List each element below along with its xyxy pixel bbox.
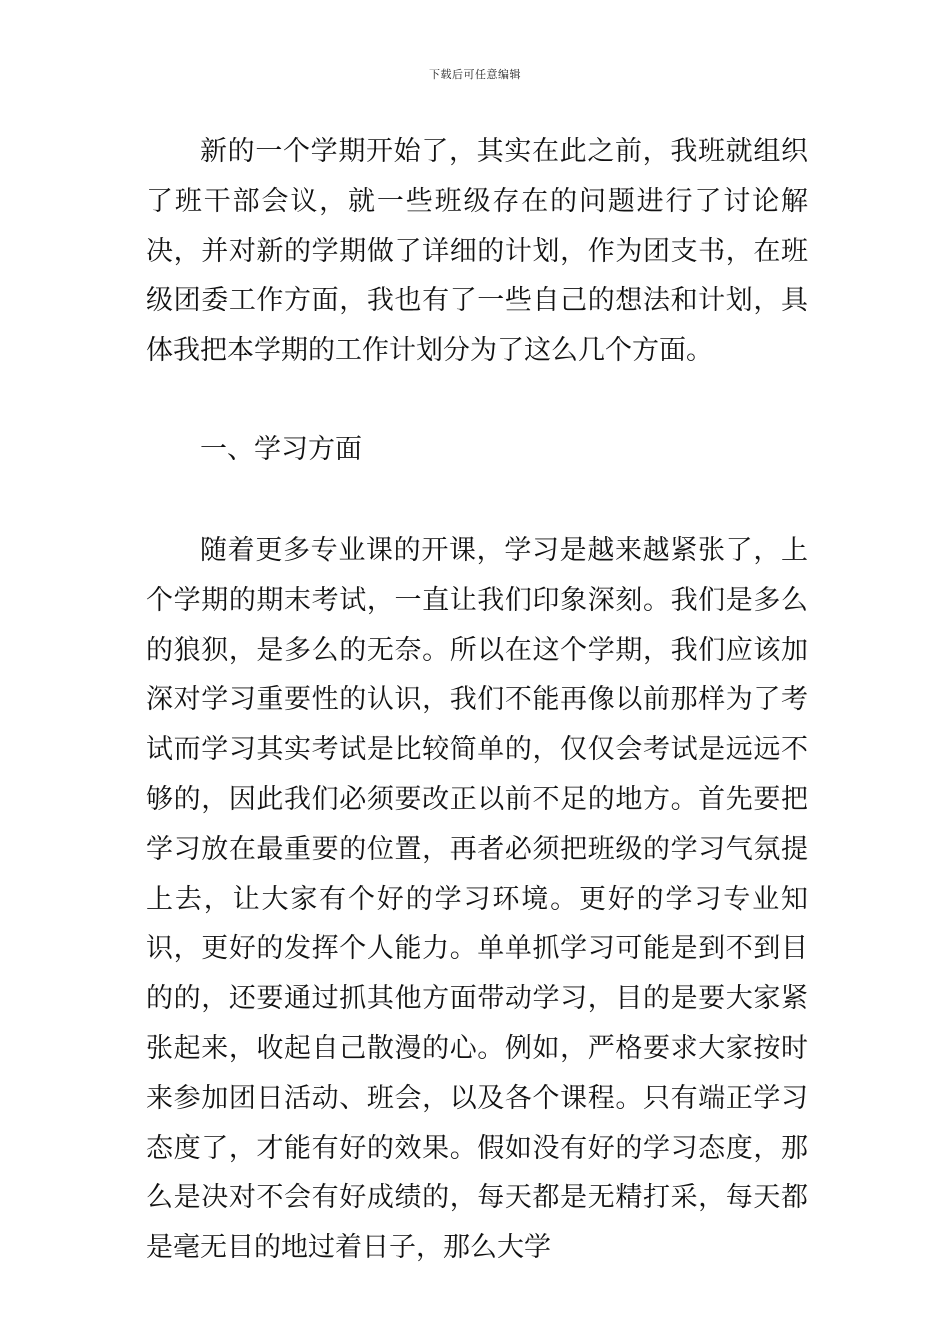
intro-paragraph: 新的一个学期开始了，其实在此之前，我班就组织了班干部会议，就一些班级存在的问题进行了讨论解决，并对新的学期做了详细的计划，作为团支书，在班级团委工作方面，我也有了一些自己的想法和计划，具体我把本学期的工作计划分为了这么几个方面。 <box>146 136 808 367</box>
page-header: 下载后可任意编辑 <box>429 68 521 81</box>
section-heading-study: 一、学习方面 <box>200 434 362 465</box>
study-section-paragraph: 随着更多专业课的开课，学习是越来越紧张了，上个学期的期末考试，一直让我们印象深刻。我们是多么的狼狈，是多么的无奈。所以在这个学期，我们应该加深对学习重要性的认识，我们不能再像以前那样为了考试而学习其实考试是比较简单的，仅仅会考试是远远不够的，因此我们必须要改正以前不足的地方。首先要把学习放在最重要的位置，再者必须把班级的学习气氛提上去，让大家有个好的学习环境。更好的学习专业知识，更好的发挥个人能力。单单抓学习可能是到不到目的的，还要通过抓其他方面带动学习，目的是要大家紧张起来，收起自己散漫的心。例如，严格要求大家按时来参加团日活动、班会，以及各个课程。只有端正学习态度了，才能有好的效果。假如没有好的学习态度，那么是决对不会有好成绩的，每天都是无精打采，每天都是毫无目的地过着日子，那么大学 <box>146 535 808 1264</box>
